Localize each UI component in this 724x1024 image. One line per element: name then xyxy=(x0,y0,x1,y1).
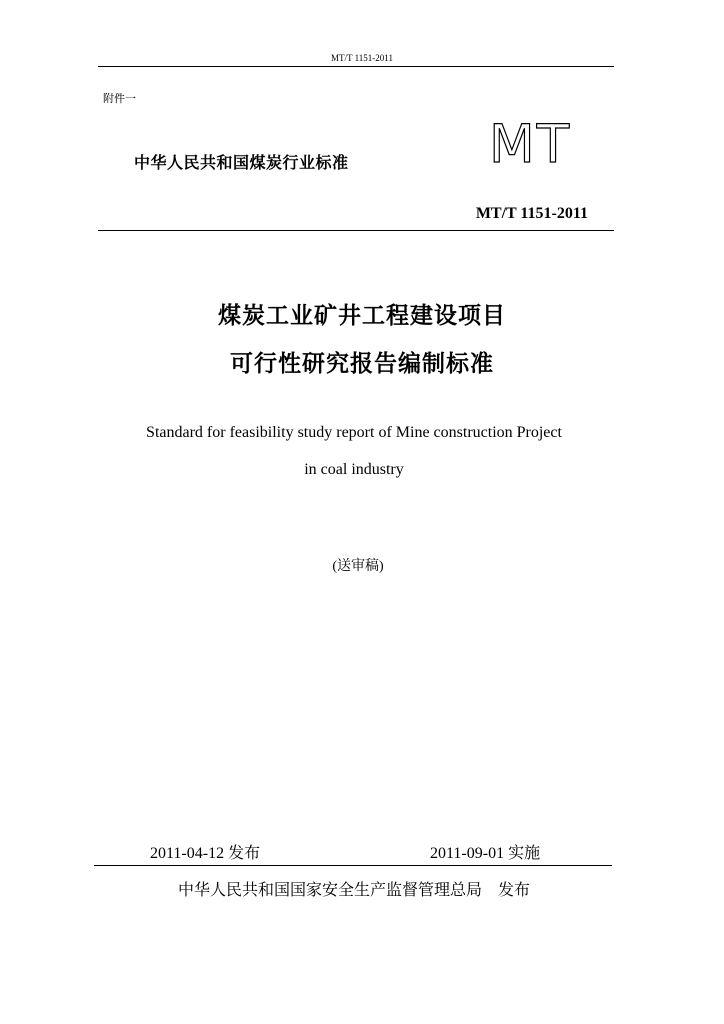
mt-logo: MT xyxy=(489,114,572,175)
header-rule xyxy=(98,66,614,67)
publisher: 中华人民共和国国家安全生产监督管理总局 发布 xyxy=(177,880,530,899)
title-line-2: 可行性研究报告编制标准 xyxy=(230,351,494,377)
english-title-line-1: Standard for feasibility study report of Mine construction Project xyxy=(146,424,562,441)
title-line-1: 煤炭工业矿井工程建设项目 xyxy=(218,303,506,329)
standard-code: MT/T 1151-2011 xyxy=(475,205,588,222)
attachment-label: 附件一 xyxy=(103,92,136,105)
implement-date: 2011-09-01 实施 xyxy=(430,845,541,862)
running-header: MT/T 1151-2011 xyxy=(331,53,393,63)
release-date: 2011-04-12 发布 xyxy=(150,845,261,862)
footer-rule xyxy=(94,865,612,866)
english-title-line-2: in coal industry xyxy=(304,461,404,478)
draft-note: (送审稿) xyxy=(332,559,384,574)
standard-organization: 中华人民共和国煤炭行业标准 xyxy=(134,153,349,172)
code-rule xyxy=(98,230,614,231)
